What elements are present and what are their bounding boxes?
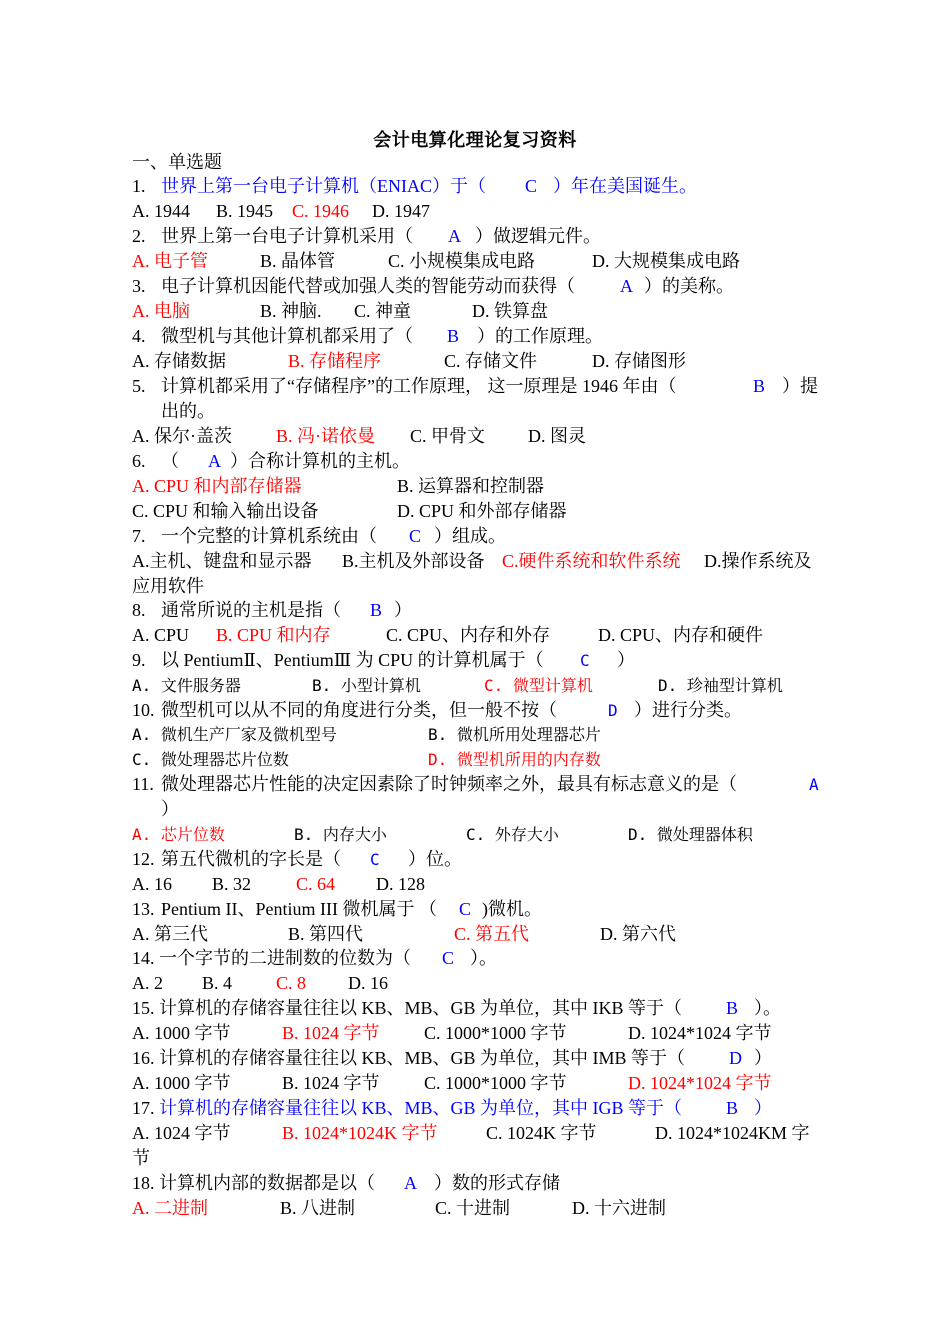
question-text: 计算机的存储容量往往以 KB、MB、GB 为单位，其中 IMB 等于（ <box>159 1048 686 1068</box>
question-text: 计算机的存储容量往往以 KB、MB、GB 为单位，其中 IKB 等于（ <box>159 998 683 1018</box>
option-c: C.硬件系统和软件系统 <box>502 551 681 571</box>
section-heading: 一、单选题 <box>132 152 222 172</box>
question-tail: ） <box>617 650 635 670</box>
option-a: A. 芯片位数 <box>132 825 225 844</box>
question-number: 1. <box>132 176 146 196</box>
option-c: C. 64 <box>296 874 336 894</box>
question-text: 计算机都采用了“存储程序”的工作原理， 这一原理是 1946 年由（ <box>161 376 677 396</box>
question-number: 7. <box>132 526 146 546</box>
option-d: D. 大规模集成电路 <box>592 251 740 271</box>
option-a: A. 二进制 <box>132 1198 208 1218</box>
option-a: A. 电子管 <box>132 251 208 271</box>
question-tail: ）组成。 <box>434 526 506 546</box>
option-d: D. 微型机所用的内存数 <box>428 750 601 769</box>
option-a: A. 1024 字节 <box>132 1123 231 1143</box>
option-a: A. 16 <box>132 874 172 894</box>
option-a: A. 1000 字节 <box>132 1073 231 1093</box>
option-b: B. 运算器和控制器 <box>397 476 545 496</box>
answer: A <box>809 775 819 794</box>
question-text: 世界上第一台电子计算机（ENIAC）于（ <box>161 176 486 196</box>
question-number: 13. <box>132 899 155 919</box>
question-tail: ） <box>754 1048 772 1068</box>
option-d: D. 珍袖型计算机 <box>658 676 783 695</box>
option-a: A. 第三代 <box>132 924 208 944</box>
question-number: 15. <box>132 998 155 1018</box>
question-text: 一个完整的计算机系统由（ <box>161 526 377 546</box>
question-tail: ）数的形式存储 <box>434 1173 560 1193</box>
option-d: D. 1024*1024 字节 <box>628 1023 772 1043</box>
question-text: 电子计算机因能代替或加强人类的智能劳动而获得（ <box>161 276 575 296</box>
question-tail: ） <box>754 1098 772 1118</box>
question-number: 16. <box>132 1048 155 1068</box>
option-c: C. 存储文件 <box>444 351 538 371</box>
question-tail: ）。 <box>470 948 497 968</box>
option-b: B. 第四代 <box>288 924 364 944</box>
option-b: B. 冯·诺依曼 <box>276 426 375 446</box>
option-c: C. 1946 <box>292 201 350 221</box>
option-b: B. 1024*1024K 字节 <box>282 1123 438 1143</box>
option-c: C. 微处理器芯片位数 <box>132 750 289 769</box>
question-number: 11. <box>132 774 154 794</box>
option-a: A. 2 <box>132 973 163 993</box>
option-c: C. 1000*1000 字节 <box>424 1073 567 1093</box>
option-b: B. 神脑. <box>260 301 322 321</box>
option-c: C. CPU 和输入输出设备 <box>132 501 319 521</box>
question-text: 一个字节的二进制数的位数为（ <box>159 948 411 968</box>
option-a: A. 1944 <box>132 201 190 221</box>
question-tail: ） <box>161 799 179 819</box>
option-d: D. 16 <box>348 973 388 993</box>
answer: B <box>753 376 766 396</box>
option-a: A. 微机生产厂家及微机型号 <box>132 725 337 744</box>
option-d: D. 1947 <box>372 201 430 221</box>
answer: C <box>459 899 472 919</box>
question-number: 10. <box>132 700 155 720</box>
option-c: C. CPU、内存和外存 <box>386 625 551 645</box>
option-a: A. CPU 和内部存储器 <box>132 476 302 496</box>
option-c: C. 第五代 <box>454 924 530 944</box>
option-c: C. 8 <box>276 973 307 993</box>
question-text: 微型机与其他计算机都采用了（ <box>161 326 413 346</box>
option-c: C. 外存大小 <box>466 825 559 844</box>
answer: C <box>409 526 422 546</box>
question-number: 12. <box>132 849 155 869</box>
answer: B <box>370 600 383 620</box>
option-a: A. CPU <box>132 625 190 645</box>
option-b: B. 内存大小 <box>294 825 387 844</box>
question-number: 18. <box>132 1173 155 1193</box>
question-tail: ）的工作原理。 <box>477 326 603 346</box>
answer: D <box>608 701 618 720</box>
answer: C <box>525 176 538 196</box>
option-d: D. 1024*1024KM 字 <box>655 1123 810 1143</box>
option-d: D.操作系统及 <box>704 551 812 571</box>
option-c: C. 甲骨文 <box>410 426 486 446</box>
question-text: 第五代微机的字长是（ <box>161 849 341 869</box>
option-b: B. 32 <box>212 874 252 894</box>
option-c: C. 神童 <box>354 301 412 321</box>
option-c: C. 十进制 <box>435 1198 511 1218</box>
option-a: A. 存储数据 <box>132 351 226 371</box>
option-d-continued: 节 <box>132 1148 150 1168</box>
answer: C <box>370 850 380 869</box>
answer: B <box>726 998 739 1018</box>
option-b: B. 1945 <box>216 201 274 221</box>
option-a: A. 文件服务器 <box>132 676 241 695</box>
option-d: D. 1024*1024 字节 <box>628 1073 772 1093</box>
option-b: B. 晶体管 <box>260 251 336 271</box>
question-tail: )微机。 <box>482 899 542 919</box>
question-text: （ <box>161 451 179 471</box>
answer: A <box>448 226 461 246</box>
question-tail: ）年在美国诞生。 <box>553 176 697 196</box>
option-c: C. 1024K 字节 <box>486 1123 597 1143</box>
option-b: B. 1024 字节 <box>282 1023 380 1043</box>
question-tail: 出的。 <box>161 401 215 421</box>
option-a: A. 电脑 <box>132 301 190 321</box>
option-b: B. CPU 和内存 <box>216 625 331 645</box>
question-number: 4. <box>132 326 146 346</box>
question-number: 17. <box>132 1098 155 1118</box>
option-d: D. 存储图形 <box>592 351 686 371</box>
answer: B <box>726 1098 739 1118</box>
option-d: D. 128 <box>376 874 425 894</box>
option-a: A. 保尔·盖茨 <box>132 426 232 446</box>
question-tail: ）提 <box>782 376 818 396</box>
question-number: 9. <box>132 650 146 670</box>
question-tail: ）位。 <box>408 849 462 869</box>
option-b: B. 4 <box>202 973 233 993</box>
option-d: D. 第六代 <box>600 924 676 944</box>
question-text: 微处理器芯片性能的决定因素除了时钟频率之外，最具有标志意义的是（ <box>161 774 737 794</box>
question-tail: ）的美称。 <box>644 276 734 296</box>
answer: D <box>729 1048 742 1068</box>
option-b: B. 存储程序 <box>288 351 382 371</box>
option-c: C. 1000*1000 字节 <box>424 1023 567 1043</box>
question-tail: ）做逻辑元件。 <box>475 226 601 246</box>
question-text: 计算机内部的数据都是以（ <box>159 1173 375 1193</box>
option-b: B. 小型计算机 <box>312 676 421 695</box>
option-d: D. 图灵 <box>528 426 586 446</box>
option-b: B. 八进制 <box>280 1198 356 1218</box>
answer: A <box>404 1173 417 1193</box>
option-b: B. 微机所用处理器芯片 <box>428 725 601 744</box>
question-text: 计算机的存储容量往往以 KB、MB、GB 为单位，其中 IGB 等于（ <box>159 1098 683 1118</box>
option-d: D. CPU 和外部存储器 <box>397 501 567 521</box>
page-title: 会计电算化理论复习资料 <box>373 130 577 150</box>
question-tail: ）。 <box>754 998 781 1018</box>
question-number: 3. <box>132 276 146 296</box>
question-number: 14. <box>132 948 155 968</box>
answer: A <box>620 276 633 296</box>
option-d: D. 十六进制 <box>572 1198 666 1218</box>
answer: B <box>447 326 460 346</box>
option-d: D. CPU、内存和硬件 <box>598 625 764 645</box>
option-b: B.主机及外部设备 <box>342 551 485 571</box>
question-number: 6. <box>132 451 146 471</box>
option-d: D. 铁算盘 <box>472 301 548 321</box>
answer: A <box>208 451 221 471</box>
option-c: C. 小规模集成电路 <box>388 251 536 271</box>
answer: C <box>580 651 590 670</box>
option-d: D. 微处理器体积 <box>628 825 753 844</box>
question-tail: ）合称计算机的主机。 <box>230 451 410 471</box>
question-text: 以 PentiumⅡ、PentiumⅢ 为 CPU 的计算机属于（ <box>161 650 544 670</box>
question-text: 世界上第一台电子计算机采用（ <box>161 226 413 246</box>
answer: C <box>442 948 455 968</box>
option-d-continued: 应用软件 <box>132 576 204 596</box>
option-c: C. 微型计算机 <box>484 676 593 695</box>
question-tail: ）进行分类。 <box>634 700 742 720</box>
option-b: B. 1024 字节 <box>282 1073 380 1093</box>
question-text: 微型机可以从不同的角度进行分类，但一般不按（ <box>161 700 557 720</box>
question-tail: ） <box>394 600 412 620</box>
question-text: 通常所说的主机是指（ <box>161 600 341 620</box>
question-number: 2. <box>132 226 146 246</box>
question-number: 5. <box>132 376 146 396</box>
question-number: 8. <box>132 600 146 620</box>
option-a: A.主机、键盘和显示器 <box>132 551 312 571</box>
option-a: A. 1000 字节 <box>132 1023 231 1043</box>
question-text: Pentium II、Pentium III 微机属于 （ <box>161 899 437 919</box>
